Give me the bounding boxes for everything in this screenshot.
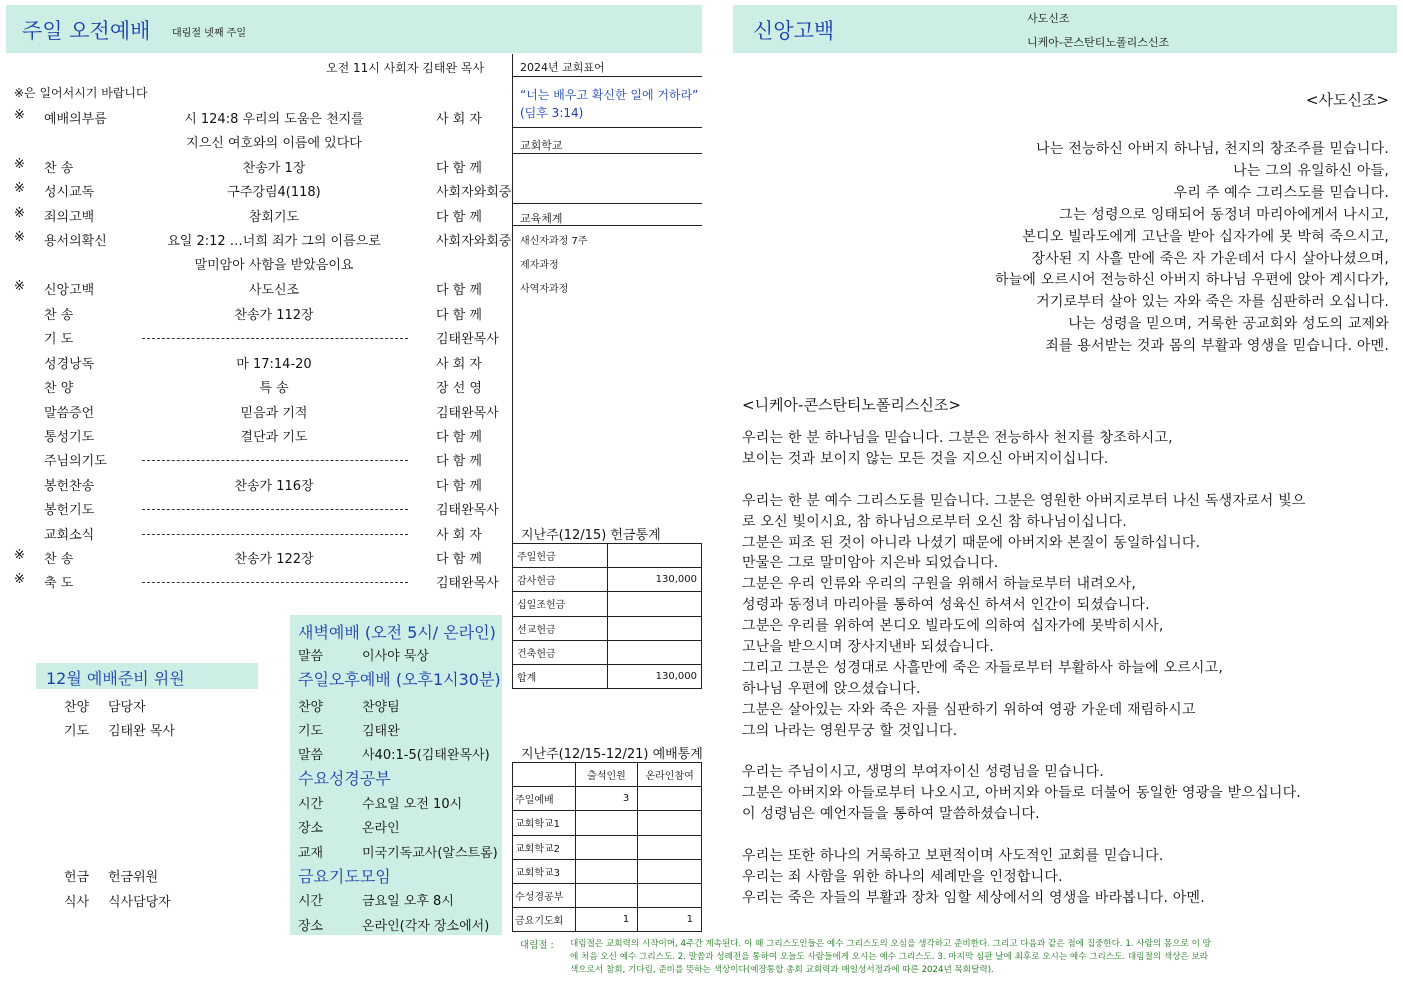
right-page-title: 신앙고백 — [753, 19, 835, 43]
order-leader: 장 선 영 — [436, 381, 482, 396]
attendance-online — [638, 859, 702, 883]
right-subtitle: 사도신조 — [1027, 12, 1070, 25]
church-motto: “너는 배우고 확신한 일에 거하라” (딤후 3:14) — [520, 88, 699, 120]
meeting-value: 사40:1-5(김태완목사) — [362, 748, 490, 763]
prep-key: 기도 — [64, 724, 90, 739]
dashed-line — [142, 509, 408, 510]
meeting-title: 수요성경공부 — [298, 769, 391, 788]
table-row — [513, 787, 702, 811]
edu-item: 새신자과정 7주 — [520, 236, 588, 247]
table-row — [513, 568, 702, 592]
order-leader: 사 회 자 — [436, 112, 482, 127]
table-row — [513, 544, 702, 568]
offering-amount — [607, 640, 701, 664]
divider-line — [512, 76, 702, 77]
creed-line: 우리는 죄 사함을 위한 하나의 세례만을 인정합니다. — [742, 868, 1063, 885]
order-mark: ※ — [14, 181, 25, 196]
attendance-header — [513, 763, 576, 787]
footnote-label: 대림절 : — [520, 940, 554, 951]
meeting-key: 기도 — [298, 724, 324, 739]
school-label: 교회학교 — [520, 139, 563, 152]
meeting-key: 장소 — [298, 919, 324, 934]
prep-key: 찬양 — [64, 700, 90, 715]
creed-line: 그분은 우리를 위하여 본디오 빌라도에 의하여 십자가에 못박히시사, — [742, 618, 1164, 635]
creed-line: 만물은 그로 말미암아 지은바 되었습니다. — [742, 555, 999, 572]
order-content: 참회기도 — [248, 210, 300, 225]
attendance-service: 교회학교1 — [513, 811, 576, 835]
footnote-line: 대림절은 교회력의 시작이며, 4주간 계속된다. 이 때 그리스도인들은 예수 그리스도의 오심을 생각하고 준비한다. 그리고 다음과 같은 점에 집중한다. 1. 사람의 몸으로 이 땅 — [570, 939, 1211, 949]
order-mark: ※ — [14, 230, 25, 245]
prep-title: 12월 예배준비 위원 — [46, 669, 185, 688]
motto-label: 2024년 교회표어 — [520, 61, 605, 74]
attendance-header: 온라인참여 — [638, 763, 702, 787]
divider-line — [512, 153, 702, 154]
creed-line: 장사된 지 사흘 만에 죽은 자 가운데서 다시 살아나셨으며, — [1031, 250, 1389, 267]
order-leader: 김태완목사 — [436, 576, 499, 591]
offering-category: 감사헌금 — [513, 568, 608, 592]
table-row — [513, 883, 702, 907]
creed-line: 나는 전능하신 아버지 하나님, 천지의 창조주를 믿습니다. — [1036, 141, 1389, 157]
order-content: 찬송가 1장 — [242, 161, 306, 176]
creed-line: 우리 주 예수 그리스도를 믿습니다. — [1173, 184, 1389, 201]
order-content: 찬송가 116장 — [234, 479, 314, 494]
offering-amount: 130,000 — [607, 664, 701, 688]
order-label: 통성기도 — [44, 430, 95, 445]
order-label: 봉헌찬송 — [44, 479, 95, 494]
meeting-value: 찬양팀 — [362, 700, 400, 715]
creed-line: 그분은 우리 인류와 우리의 구원을 위해서 하늘로부터 내려오사, — [742, 576, 1137, 593]
order-label: 교회소식 — [44, 528, 95, 543]
creed-line: 거기로부터 살아 있는 자와 죽은 자를 심판하러 오십니다. — [1036, 294, 1389, 311]
order-leader: 다 함 께 — [436, 210, 482, 225]
divider-line — [512, 54, 513, 614]
creed-line: 하늘에 오르시어 전능하신 아버지 하나님 우편에 앉아 계시다가, — [994, 272, 1389, 289]
edu-label: 교육체계 — [520, 212, 563, 225]
attendance-table — [512, 762, 702, 932]
order-content: 결단과 기도 — [240, 430, 308, 445]
attendance-service: 교회학교2 — [513, 835, 576, 859]
right-subtitle: 니케아-콘스탄티노폴리스신조 — [1027, 36, 1170, 49]
table-header-row — [513, 763, 702, 787]
offering-title: 지난주(12/15) 헌금통계 — [521, 528, 661, 543]
order-content: 특 송 — [259, 381, 289, 396]
meeting-key: 말씀 — [298, 748, 324, 763]
creed-line: 성령과 동정녀 마리아를 통하여 성육신 하셔서 인간이 되셨습니다. — [742, 597, 1150, 614]
page-subtitle: 대림절 넷째 주일 — [172, 28, 246, 39]
dashed-line — [142, 582, 408, 583]
order-content: 찬송가 122장 — [234, 552, 314, 567]
creed-line: 우리는 한 분 하나님을 믿습니다. 그분은 전능하사 천지를 창조하시고, — [742, 430, 1173, 446]
order-content: 시 124:8 우리의 도움은 천지를 — [184, 112, 364, 127]
meeting-title: 주일오후예배 (오후1시30분) — [298, 670, 501, 689]
creed-line: 우리는 주님이시고, 생명의 부여자이신 성령님을 믿습니다. — [742, 764, 1104, 781]
order-label: 말씀증언 — [44, 406, 95, 421]
edu-item: 사역자과정 — [520, 284, 569, 295]
offering-category: 선교헌금 — [513, 616, 608, 640]
meeting-value: 수요일 오전 10시 — [362, 797, 463, 812]
order-leader: 김태완목사 — [436, 332, 499, 347]
order-leader: 다 함 께 — [436, 430, 482, 445]
footnote-line: 색으로서 참회, 기다림, 준비를 뜻하는 색상이다(예장통합 총회 교회력과 매일성서정과에 따른 2024년 목회달력). — [570, 965, 994, 975]
offering-amount: 130,000 — [607, 568, 701, 592]
edu-item: 제자과정 — [520, 260, 559, 271]
attendance-title: 지난주(12/15-12/21) 예배통계 — [521, 747, 703, 762]
order-leader: 다 함 께 — [436, 308, 482, 323]
offering-category: 건축헌금 — [513, 640, 608, 664]
nicene-heading: <니케아-콘스탄티노폴리스신조> — [742, 396, 961, 414]
order-content-cont: 지으신 여호와의 이름에 있다다 — [186, 136, 362, 151]
offering-category: 주일헌금 — [513, 544, 608, 568]
meeting-value: 김태완 — [362, 724, 400, 739]
prep-value: 김태완 목사 — [108, 724, 175, 739]
creed-line: 우리는 한 분 예수 그리스도를 믿습니다. 그분은 영원한 아버지로부터 나신 독생자로서 빛으 — [742, 492, 1306, 509]
attendance-service: 금요기도회 — [513, 908, 576, 932]
order-leader: 김태완목사 — [436, 503, 499, 518]
meeting-value: 금요일 오후 8시 — [362, 894, 454, 909]
meeting-key: 시간 — [298, 797, 324, 812]
creed-line: 나는 그의 유일하신 아들, — [1233, 162, 1389, 179]
creed-line: 하나님 우편에 앉으셨습니다. — [742, 680, 921, 697]
creed-line: 그분은 피조 된 것이 아니라 나셨기 때문에 아버지와 본질이 동일하십니다. — [742, 534, 1201, 551]
meeting-value: 미국기독교사(알스트롬) — [362, 846, 498, 861]
attendance-online — [638, 811, 702, 835]
creed-line: 우리는 죽은 자들의 부활과 장차 임할 세상에서의 영생을 바라봅니다. 아멘. — [742, 889, 1205, 906]
offering-category: 십일조헌금 — [513, 592, 608, 616]
meeting-key: 시간 — [298, 894, 324, 909]
order-label: 찬 양 — [44, 381, 74, 396]
attendance-service: 교회학교3 — [513, 859, 576, 883]
order-label: 성시교독 — [44, 185, 95, 200]
creed-line: 그분은 아버지와 아들로부터 나오시고, 아버지와 아들로 더불어 동일한 영광을 받으십니다. — [742, 785, 1301, 802]
prep-value: 헌금위원 — [108, 870, 159, 885]
footnote-line: 에 처음 오신 예수 그리스도. 2. 말씀과 성례전을 통하여 오늘도 사람들에게 오시는 예수 그리스도. 3. 마지막 심판 날에 최후로 오시는 예수 그리스도. 대림절의 색상은 보라 — [570, 952, 1209, 962]
attendance-online — [638, 835, 702, 859]
order-content: 찬송가 112장 — [234, 308, 314, 323]
meeting-value: 온라인(각자 장소에서) — [362, 919, 490, 934]
offering-category: 합계 — [513, 664, 608, 688]
attendance-service: 주일예배 — [513, 787, 576, 811]
order-leader: 다 함 께 — [436, 552, 482, 567]
creed-line: 본디오 빌라도에게 고난을 받아 십자가에 못 박혀 죽으시고, — [1022, 228, 1389, 245]
dashed-line — [142, 534, 408, 535]
order-label: 예배의부름 — [44, 112, 107, 127]
order-leader: 사회자와회중 — [436, 185, 512, 200]
order-leader: 다 함 께 — [436, 454, 482, 469]
order-mark: ※ — [14, 548, 25, 563]
offering-amount — [607, 592, 701, 616]
order-leader: 다 함 께 — [436, 479, 482, 494]
dashed-line — [142, 460, 408, 461]
order-label: 신앙고백 — [44, 283, 95, 298]
dashed-line — [142, 338, 408, 339]
attendance-count — [575, 811, 638, 835]
creed-line: 로 오신 빛이시요, 참 하나님으로부터 오신 참 하나님이십니다. — [742, 513, 1127, 530]
order-mark: ※ — [14, 157, 25, 172]
order-leader: 김태완목사 — [436, 406, 499, 421]
order-mark: ※ — [14, 572, 25, 587]
attendance-count — [575, 835, 638, 859]
offering-amount — [607, 544, 701, 568]
table-row — [513, 592, 702, 616]
creed-line: 그는 성령으로 잉태되어 동정녀 마리아에게서 나시고, — [1059, 206, 1389, 223]
meeting-title: 금요기도모임 — [298, 867, 391, 886]
order-content: 사도신조 — [248, 283, 300, 298]
meeting-title: 새벽예배 (오전 5시/ 온라인) — [298, 623, 496, 642]
stand-note: ※은 일어서시기 바랍니다 — [14, 86, 148, 100]
table-row — [513, 640, 702, 664]
order-mark: ※ — [14, 108, 25, 123]
table-row — [513, 811, 702, 835]
meeting-value: 이사야 묵상 — [362, 649, 429, 664]
attendance-count — [575, 883, 638, 907]
table-row — [513, 835, 702, 859]
attendance-count: 1 — [575, 908, 638, 932]
order-content: 마 17:14-20 — [236, 357, 312, 372]
order-leader: 다 함 께 — [436, 161, 482, 176]
order-label: 성경낭독 — [44, 357, 95, 372]
order-content: 구주강림4(118) — [227, 185, 321, 200]
table-row — [513, 908, 702, 932]
divider-line — [512, 203, 702, 204]
meeting-key: 교재 — [298, 846, 324, 861]
meeting-key: 장소 — [298, 821, 324, 836]
order-label: 찬 송 — [44, 161, 74, 176]
order-leader: 사 회 자 — [436, 357, 482, 372]
meeting-key: 찬양 — [298, 700, 324, 715]
meeting-key: 말씀 — [298, 649, 324, 664]
attendance-header: 출석인원 — [575, 763, 638, 787]
attendance-online — [638, 883, 702, 907]
service-time: 오전 11시 사회자 김태완 목사 — [326, 61, 485, 75]
order-label: 주님의기도 — [44, 454, 107, 469]
table-row — [513, 859, 702, 883]
order-label: 찬 송 — [44, 308, 74, 323]
order-leader: 사회자와회중 — [436, 234, 512, 249]
creed-line: 우리는 또한 하나의 거룩하고 보편적이며 사도적인 교회를 믿습니다. — [742, 848, 1164, 864]
order-label: 봉헌기도 — [44, 503, 95, 518]
order-label: 축 도 — [44, 576, 74, 591]
order-mark: ※ — [14, 206, 25, 221]
creed-line: 나는 성령을 믿으며, 거룩한 공교회와 성도의 교제와 — [1068, 316, 1389, 333]
creed-line: 고난을 받으시며 장사지낸바 되셨습니다. — [742, 639, 994, 655]
prep-key: 헌금 — [64, 870, 90, 885]
prep-value: 담당자 — [108, 700, 146, 715]
table-row — [513, 616, 702, 640]
divider-line — [512, 225, 702, 226]
order-content: 믿음과 기적 — [240, 406, 308, 421]
page-title: 주일 오전예배 — [22, 19, 151, 43]
attendance-online: 1 — [638, 908, 702, 932]
creed-line: 그의 나라는 영원무궁 할 것입니다. — [742, 722, 958, 739]
order-leader: 다 함 께 — [436, 283, 482, 298]
meeting-value: 온라인 — [362, 821, 400, 836]
order-leader: 사 회 자 — [436, 528, 482, 543]
creed-line: 죄를 용서받는 것과 몸의 부활과 영생을 믿습니다. 아멘. — [1045, 338, 1389, 355]
prep-key: 식사 — [64, 895, 90, 910]
order-content: 요일 2:12 …너희 죄가 그의 이름으로 — [167, 234, 381, 249]
creed-line: 그리고 그분은 성경대로 사흘만에 죽은 자들로부터 부활하사 하늘에 오르시고, — [742, 659, 1224, 676]
order-mark: ※ — [14, 279, 25, 294]
table-row — [513, 664, 702, 688]
attendance-count: 3 — [575, 787, 638, 811]
creed-line: 그분은 살아있는 자와 죽은 자를 심판하기 위하여 영광 가운데 재림하시고 — [742, 701, 1196, 718]
order-label: 죄의고백 — [44, 210, 95, 225]
attendance-online — [638, 787, 702, 811]
offering-table — [512, 543, 702, 689]
attendance-service: 수성경공부 — [513, 883, 576, 907]
order-label: 용서의확신 — [44, 234, 107, 249]
apostles-heading: <사도신조> — [1305, 91, 1389, 109]
order-label: 찬 송 — [44, 552, 74, 567]
order-label: 기 도 — [44, 332, 74, 347]
offering-amount — [607, 616, 701, 640]
order-content-cont: 말미암아 사함을 받았음이요 — [194, 258, 354, 273]
creed-line: 보이는 것과 보이지 않는 모든 것을 지으신 아버지이십니다. — [742, 450, 1109, 467]
creed-line: 이 성령님은 예언자들을 통하여 말씀하셨습니다. — [742, 806, 1040, 823]
divider-line — [512, 127, 702, 128]
attendance-count — [575, 859, 638, 883]
prep-value: 식사담당자 — [108, 895, 171, 910]
